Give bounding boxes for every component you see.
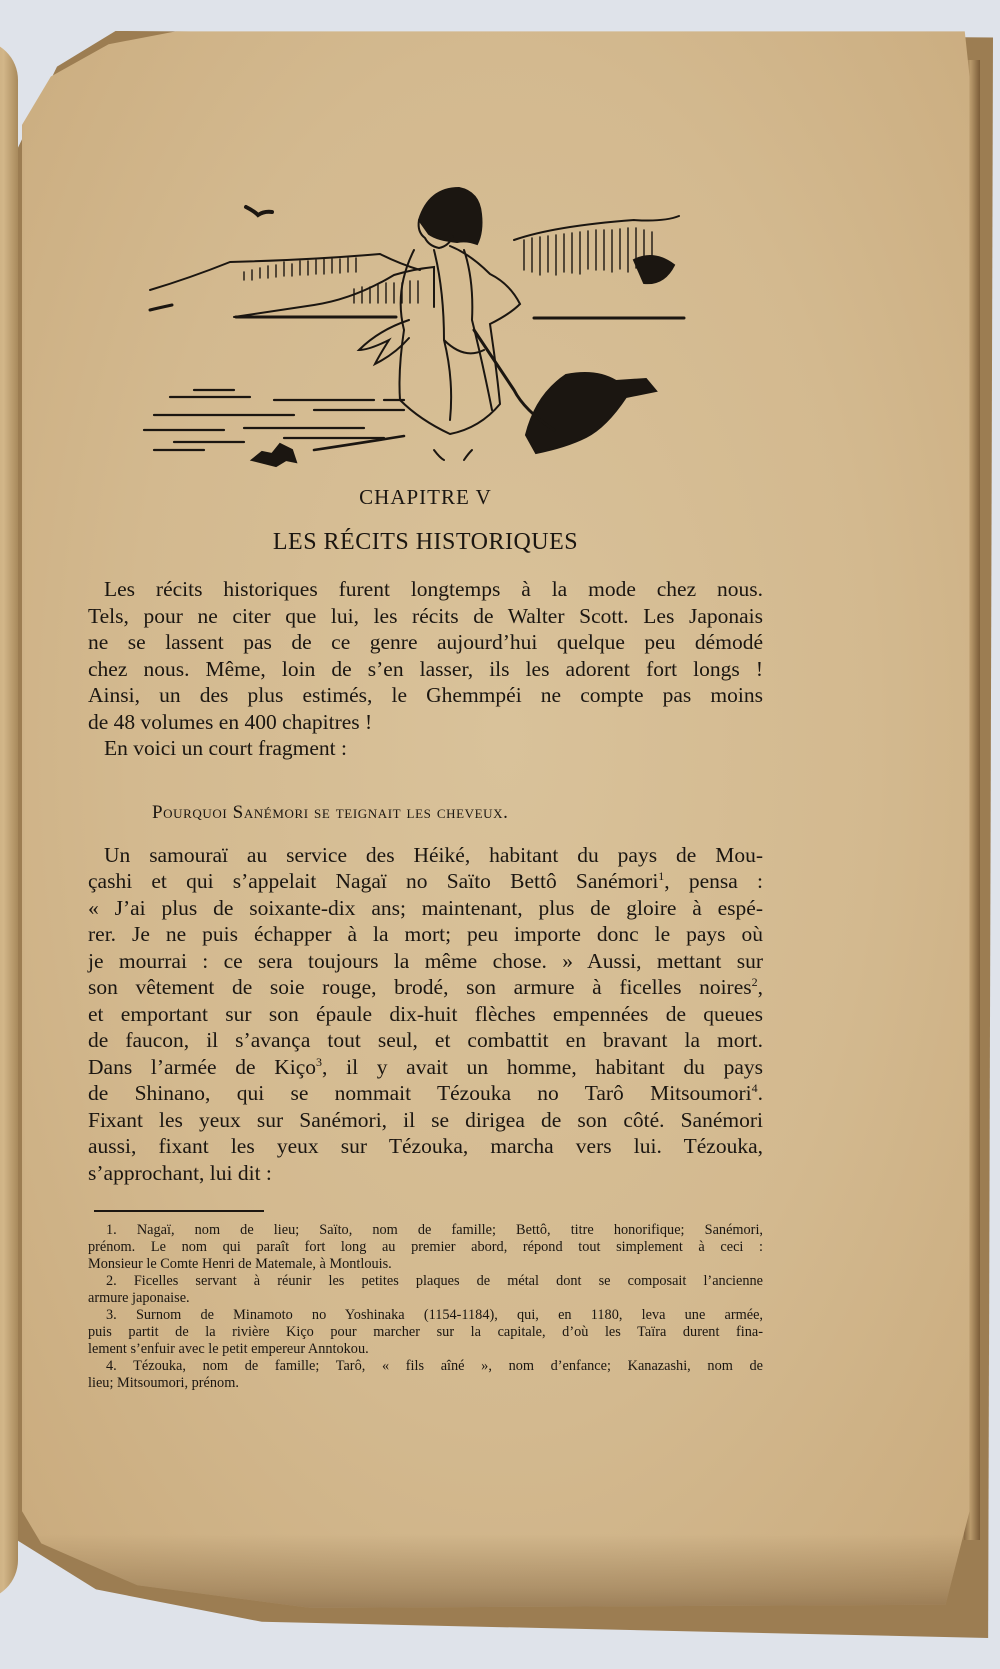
footnote-text: Nagaï, nom de lieu; Saïto, nom de famille; Bettô, titre honorifique; Sanémori, [136, 1222, 763, 1238]
footnote-line [88, 1290, 763, 1307]
text-line: Ainsi, un des plus estimés, le Ghemmpéi ne compte pas moins [88, 683, 763, 707]
tree-clump [634, 256, 674, 283]
page-content [88, 160, 763, 1392]
footnote-text: prénom. Le nom qui paraît fort long au premier abord, répond tout simplement à ceci : [88, 1239, 763, 1255]
text-line-body: et emportant sur son épaule dix-huit flèches empennées de queues [88, 1001, 763, 1026]
far-hill [150, 254, 420, 290]
text-line [88, 1107, 763, 1134]
text-line [88, 1160, 763, 1187]
right-hill-hatching [524, 228, 652, 275]
footnote-text: armure japonaise. [88, 1290, 190, 1306]
shoreline [150, 305, 684, 318]
text-line: chez nous. Même, loin de s’en lasser, ils les adorent fort longs ! [88, 656, 763, 681]
footnote-divider [94, 1210, 264, 1212]
intro-paragraph [88, 576, 763, 762]
footnote [88, 1273, 763, 1307]
chapter-title: LES RÉCITS HISTORIQUES [272, 529, 579, 555]
footnote [88, 1222, 763, 1273]
footnote-number: 1. [106, 1222, 117, 1238]
footnote-number: 3. [106, 1307, 117, 1323]
bird-icon [246, 207, 272, 215]
footnote-number: 4. [106, 1358, 117, 1374]
text-line [88, 842, 763, 869]
text-line-body: rer. Je ne puis échapper à la mort; peu importe donc le pays où [88, 922, 763, 946]
text-line-tail: , pensa : [664, 869, 763, 893]
robed-man-figure [359, 188, 554, 460]
footnote-text: Tézouka, nom de famille; Tarô, « fils aîné », nom d’enfance; Kanazashi, nom de [133, 1358, 763, 1374]
footnote-reference[interactable]: 1 [658, 868, 665, 883]
text-line: Tels, pour ne citer que lui, les récits de Walter Scott. Les Japonais [88, 603, 763, 628]
text-line-body: Dans l’armée de Kiço [88, 1054, 317, 1079]
text-line-tail: , il y avait un homme, habitant du pays [322, 1054, 763, 1079]
footnote-text: Surnom de Minamoto no Yoshinaka (1154-1184), qui, en 1180, leva une armée, [135, 1307, 763, 1323]
text-line-body: son vêtement de soie rouge, brodé, son armure à ficelles noires [88, 975, 752, 999]
text-line [88, 1133, 763, 1160]
text-line [88, 1080, 763, 1107]
figure-feet [434, 450, 472, 460]
footnote-number: 2. [106, 1273, 117, 1289]
text-line-body: je mourrai : ce sera toujours la même chose. » Aussi, mettant sur [88, 948, 763, 973]
text-line [88, 1027, 763, 1054]
footnote-text: puis partit de la rivière Kiço pour marcher sur la capitale, d’où les Taïra durent fina- [88, 1324, 763, 1340]
text-line [88, 974, 763, 1001]
text-line-body: de faucon, il s’avança tout seul, et combattit en bravant la mort. [88, 1028, 763, 1052]
footnote [88, 1358, 763, 1392]
figure-hair [419, 188, 482, 244]
rock-right [526, 373, 656, 453]
section-heading: Pourquoi Sanémori se teignait les cheveux. [152, 801, 509, 823]
text-line: de 48 volumes en 400 chapitres ! [88, 709, 373, 734]
figure-robe [400, 246, 521, 434]
text-line [88, 1054, 763, 1081]
footnote-reference[interactable]: 4 [751, 1080, 758, 1095]
footnote-line [88, 1273, 763, 1290]
figure-folds [434, 250, 492, 420]
text-line-body: de Shinano, qui se nommait Tézouka no Tarô Mitsoumori [88, 1081, 752, 1105]
footnotes [88, 1222, 763, 1392]
text-line-body: « J’ai plus de soixante-dix ans; maintenant, plus de gloire à espé- [88, 895, 763, 920]
illustration-ink-drawing [144, 188, 684, 466]
text-line-tail: . [757, 1081, 763, 1105]
near-hill-hatching [354, 281, 418, 303]
text-line-body: s’approchant, lui dit : [88, 1160, 272, 1185]
footnote-text: Monsieur le Comte Henri de Matemale, à Montlouis. [88, 1256, 392, 1272]
text-line [88, 895, 763, 922]
facing-page-edge [0, 40, 18, 1600]
footnote [88, 1307, 763, 1358]
chapter-number: CHAPITRE V [359, 485, 492, 509]
footnote-reference[interactable]: 3 [316, 1054, 323, 1069]
footnote-line [88, 1256, 763, 1273]
footnote-line [88, 1324, 763, 1341]
text-line: En voici un court fragment : [104, 736, 347, 760]
text-line [88, 921, 763, 948]
footnote-line [88, 1358, 763, 1375]
text-line: Les récits historiques furent longtemps à la mode chez nous. [104, 577, 763, 601]
footnote-line [88, 1307, 763, 1324]
text-line-body: Un samouraï au service des Héiké, habitant du pays de Mou- [104, 842, 763, 867]
footnote-reference[interactable]: 2 [751, 974, 758, 989]
text-line: ne se lassent pas de ce genre aujourd’hui quelque peu démodé [88, 630, 763, 654]
story-paragraph [88, 842, 763, 1187]
footnote-line [88, 1239, 763, 1256]
text-line-body: çashi et qui s’appelait Nagaï no Saïto Bettô Sanémori [88, 869, 659, 893]
text-line-tail: , [757, 975, 763, 999]
footnote-line [88, 1375, 763, 1392]
footnote-text: lieu; Mitsoumori, prénom. [88, 1375, 239, 1391]
footnote-line [88, 1222, 763, 1239]
text-line-body: Fixant les yeux sur Sanémori, il se dirigea de son côté. Sanémori [88, 1107, 763, 1132]
text-line [88, 1001, 763, 1028]
text-line [88, 948, 763, 975]
text-line [88, 868, 763, 895]
footnote-text: Ficelles servant à réunir les petites plaques de métal dont se composait l’ancienne [133, 1273, 763, 1289]
rock-left [252, 444, 296, 466]
illustration-man-on-shore [134, 160, 694, 480]
footnote-text: lement s’enfuir avec le petit empereur Anntokou. [88, 1341, 369, 1357]
text-line-body: aussi, fixant les yeux sur Tézouka, marcha vers lui. Tézouka, [88, 1134, 763, 1158]
footnote-line [88, 1341, 763, 1358]
